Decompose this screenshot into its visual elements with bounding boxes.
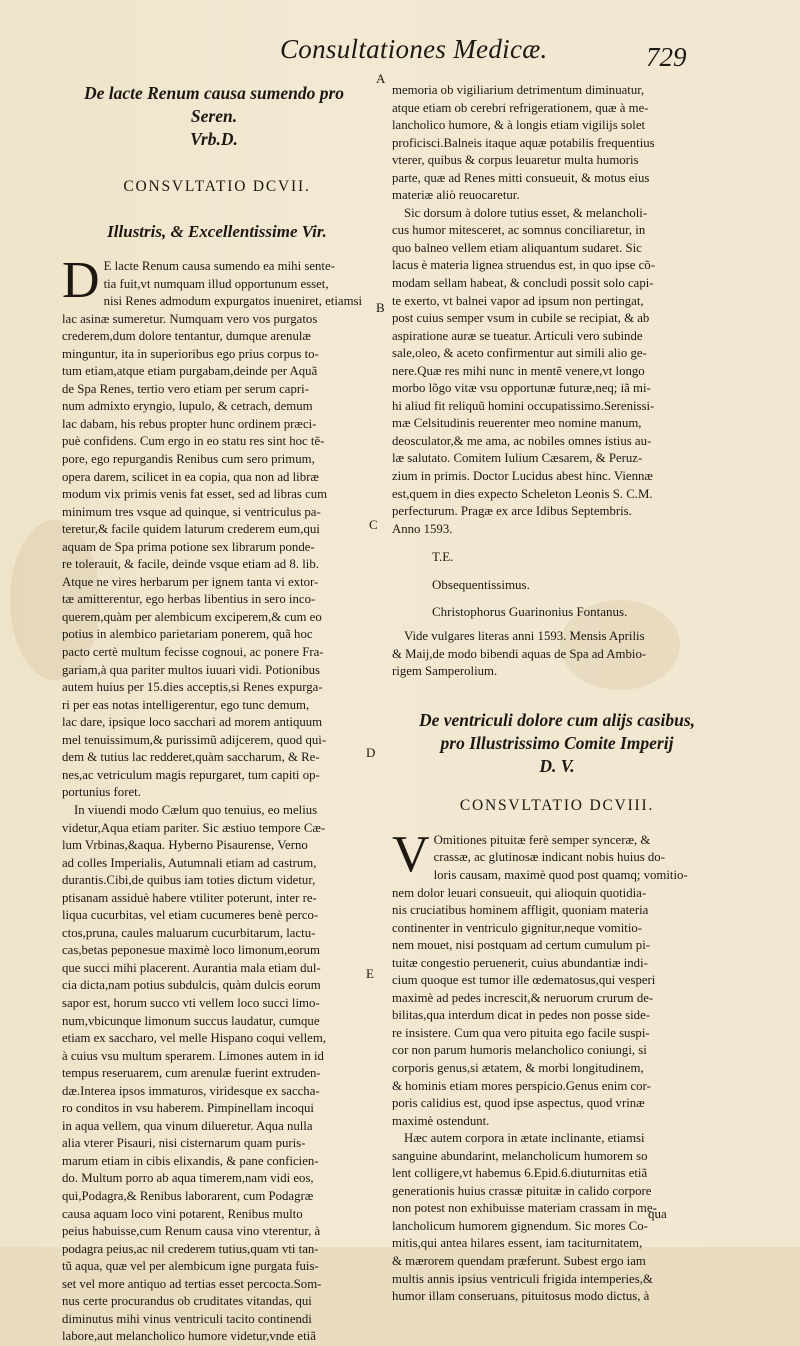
- text-line: aspiratione auræ se tueatur. Articuli vero subinde: [392, 328, 643, 343]
- text-line: do. Multum porro ab aqua timerem,nam vidi eos,: [62, 1171, 314, 1186]
- text-line: maximè ostendunt.: [392, 1113, 490, 1128]
- text-line: parte, quæ ad Renes mitti consueuit, & motus eius: [392, 170, 650, 185]
- text-line: dem & tutius lac redderet,quàm saccharum, & Re-: [62, 750, 320, 765]
- text-line: lancholicum humorem gignendum. Sic mores Co-: [392, 1218, 648, 1233]
- text-line: durantis.Cibi,de quibus iam toties dictum videtur,: [62, 873, 316, 888]
- text-line: atque etiam ob cerebri refrigerationem, quæ à me-: [392, 100, 649, 115]
- text-line: crederem,dum dolore tentantur, dumque arenulæ: [62, 329, 311, 344]
- text-line: puè confidens. Cum ergo in eo statu res sint hoc tẽ-: [62, 434, 325, 449]
- text-line: te exerto, vt balnei vapor ad ipsum non pertingat,: [392, 293, 644, 308]
- text-line: zium in primis. Doctor Lucidus abest hinc. Viennæ: [392, 469, 653, 484]
- text-line: sanguine abundarint, melancholicum humorem so: [392, 1148, 648, 1163]
- signature-closing: Obsequentissimus.: [432, 577, 530, 593]
- text-line: generationis huius crassæ pituitæ in calido corpore: [392, 1183, 652, 1198]
- drop-cap: D: [62, 252, 100, 309]
- text-line: dæ.Interea ipsos immaturos, viridesque ex saccha-: [62, 1083, 320, 1098]
- text-line: humor illam conseruans, pituitosus modo dictus, à: [392, 1289, 650, 1304]
- title-line: pro Illustrissimo Comite Imperij: [440, 732, 674, 753]
- text-line: tuitæ congestio peruenerit, cuius abundantiæ indi-: [392, 955, 648, 970]
- body-text: [62, 252, 372, 1346]
- text-line: perfecturum. Pragæ ex arce Idibus Septembris.: [392, 504, 632, 519]
- text-line: lac dabam, his rebus propter hunc ordinem præci-: [62, 416, 317, 431]
- margin-marker-e: E: [366, 966, 374, 981]
- title-line: De ventriculi dolore cum alijs casibus,: [418, 709, 696, 730]
- text-line: gariam,à qua pariter multos iuuari vidi. Potionibus: [62, 662, 321, 677]
- text-line: nem dolor leuari consueuit, qui alioquin quotidia-: [392, 885, 647, 900]
- text-line: post cuius semper vsum in cubile se recipiat, & ab: [392, 311, 650, 326]
- text-line: vterer, quibus & corpus leuaretur multa humoris: [392, 153, 639, 168]
- text-line: tum etiam,atque etiam purgabam,deinde per Aquã: [62, 364, 318, 379]
- right-column: [392, 82, 722, 1306]
- text-line: minimum tres vsque ad quinque, si ventriculus pa-: [62, 504, 321, 519]
- text-line: Vide vulgares literas anni 1593. Mensis Aprilis: [404, 629, 645, 644]
- text-line: materiæ aliò reuocaretur.: [392, 188, 520, 203]
- text-line: multis annis ipsius ventriculi frigida intemperies,&: [392, 1271, 653, 1286]
- text-line: num,vbicunque limonum succus laudatur, cumque: [62, 1013, 320, 1028]
- text-line: à cuius vsu multum sperarem. Limones autem in id: [62, 1048, 324, 1063]
- text-line: tempus reseruarem, cum arenulæ fuerint extruden-: [62, 1066, 321, 1081]
- text-line: Sic dorsum à dolore tutius esset, & melancholi-: [404, 205, 648, 220]
- text-line: diminutus mihi vinus ventriculi tacito continendi: [62, 1311, 312, 1326]
- text-line: nes,ac vetriculum magis repurgaret, tum capiti op-: [62, 767, 320, 782]
- text-line: est,quem in dies expecto Scheleton Leonis S. C.M.: [392, 486, 653, 501]
- text-line: mitis,qui antea hilares essent, iam taciturnitatem,: [392, 1236, 643, 1251]
- text-line: lac dare, ipsique loco sacchari ad morem antiquum: [62, 715, 323, 730]
- text-line: autem huius per 15.dies acceptis,si Renes expurga-: [62, 680, 323, 695]
- salutation: Illustris, & Excellentissime Vir.: [107, 222, 327, 241]
- text-line: loris causam, maximè quod post quamq; vomitio-: [433, 867, 688, 882]
- signature-initials: T.E.: [432, 549, 454, 565]
- text-line: mæ Celsitudinis reuerenter meo nomine manum,: [392, 416, 642, 431]
- text-line: hi aliud fit reliquũ homini occupatissimo.Serenissi-: [392, 398, 655, 413]
- text-line: causa aquam loco vini potarent, Renibus multo: [62, 1206, 303, 1221]
- text-line: bilitas,qua interdum dicat in pedes non posse side-: [392, 1008, 651, 1023]
- title-line: D. V.: [539, 755, 575, 776]
- text-line: cor non parum humoris melancholico coniungi, si: [392, 1043, 647, 1058]
- text-line: lancholico humore, & à longis etiam vigilijs solet: [392, 118, 646, 133]
- text-line: cas,betas peponesue maximè loco limonum,eorum: [62, 943, 320, 958]
- text-line: peius habuisse,cum Renum causa vino vterentur, à: [62, 1224, 321, 1239]
- text-line: cus humor mitesceret, ac somnus conciliaretur, in: [392, 223, 646, 238]
- running-header: Consultationes Medicæ.: [280, 34, 548, 64]
- text-line: aquam de Spa prima potione sex librarum ponde-: [62, 539, 315, 554]
- text-line: portunius foret.: [62, 785, 141, 800]
- text-line: nisi Renes admodum expurgatos inueniret, etiamsi: [103, 294, 363, 309]
- text-line: nis cruciatibus hominem affligit, quoniam materia: [392, 903, 649, 918]
- text-line: tũ aqua, quæ vel per alembicum igne purgata fuis-: [62, 1259, 319, 1274]
- consultation-heading: CONSVLTATIO DCVIII.: [459, 796, 655, 814]
- text-line: pacto certè multum fecisse cognoui, ac ponere Fra-: [62, 645, 324, 660]
- text-line: crassæ, ac glutinosæ indicant nobis huius do-: [433, 850, 665, 865]
- text-line: Hæc autem corpora in ætate inclinante, etiamsi: [404, 1131, 645, 1146]
- text-line: etiam ex saccharo, vel melle Hispano coqui vellem,: [62, 1031, 327, 1046]
- text-line: maximè ad pedes increscit,& neruorum crurum de-: [392, 990, 654, 1005]
- text-line: liqua cucurbitas, vel etiam cucumeres benè perco-: [62, 908, 319, 923]
- title-line: De lacte Renum causa sumendo pro Seren.: [83, 83, 345, 126]
- text-line: poris calidius est, quod ipse aspectus, quod vrinæ: [392, 1096, 645, 1111]
- text-line: pore, ego repurgandis Renibus cum sero primum,: [62, 452, 315, 467]
- cross-reference-note: [392, 628, 722, 681]
- consultation-title: [392, 709, 722, 778]
- text-line: nem mouet, nisi postquam ad certum cumulum pi-: [392, 938, 651, 953]
- text-line: modam sellam habeat, & concludi possit solo capi-: [392, 276, 654, 291]
- text-line: deosculator,& me ama, ac nobiles omnes istius au-: [392, 433, 652, 448]
- text-line: sapor est, horum succo vti vellem loco succi limo-: [62, 995, 320, 1010]
- text-line: continenter in ventriculo gignitur,neque vomitio-: [392, 920, 643, 935]
- text-line: morbo lõgo vitæ vsu opportunæ futuræ,neq; iã mi-: [392, 381, 651, 396]
- left-column: [62, 82, 372, 1346]
- margin-marker-d: D: [366, 745, 376, 760]
- body-text: [392, 825, 722, 1306]
- text-line: tia fuit,vt numquam illud opportunum esset,: [103, 276, 329, 291]
- text-line: in aqua vellem, qua vinum dilueretur. Aqua nulla: [62, 1118, 313, 1133]
- text-line: lac asinæ sumeretur. Numquam vero vos purgatos: [62, 311, 318, 326]
- text-line: & hominis etiam mores perspicio.Genus enim cor-: [392, 1078, 651, 1093]
- text-line: re tolerauit, & facile, deinde vsque etiam ad 8. lib.: [62, 557, 319, 572]
- text-line: potius in alembico parietariam ponerem, quã hoc: [62, 627, 313, 642]
- text-line: videtur,Aqua etiam pariter. Sic æstiuo tempore Cæ-: [62, 820, 326, 835]
- catchword: qua: [648, 1206, 667, 1221]
- text-line: num admixto eryngio, lupulo, & cetrach, demum: [62, 399, 313, 414]
- text-line: ctos,pruna, caules maluarum cucurbitarum, lactu-: [62, 925, 316, 940]
- text-line: sale,oleo, & aceto confirmentur aut simili alio ge-: [392, 346, 647, 361]
- text-line: proficisci.Balneis itaque aquæ potabilis frequentius: [392, 135, 655, 150]
- text-line: Omitiones pituitæ ferè semper synceræ, &: [433, 832, 651, 847]
- text-line: memoria ob vigiliarium detrimentum diminuatur,: [392, 83, 645, 97]
- text-line: alia vterer Pisauri, nisi cisternarum quam puris-: [62, 1136, 306, 1151]
- text-line: Atque ne vires herbarum per ignem tanta vi extor-: [62, 574, 319, 589]
- text-line: opera darem, scilicet in ea copia, qua non ad libræ: [62, 469, 319, 484]
- text-line: ad colles Imperialis, Autumnali etiam ad castrum,: [62, 855, 317, 870]
- text-line: de Spa Renes, tertio vero etiam per serum capri-: [62, 381, 309, 396]
- text-line: labore,aut melancholico humore videtur,vnde etiã: [62, 1329, 316, 1344]
- text-line: ptisanam assiduè habere vtiliter poterunt, inter re-: [62, 890, 317, 905]
- text-line: qui,Podagra,& Renibus laborarent, cum Podagræ: [62, 1188, 314, 1203]
- text-line: læ salutato. Comitem Iulium Cæsarem, & Peruz-: [392, 451, 643, 466]
- text-line: lent colligere,vt habemus 6.Epid.6.diuturnitas etiã: [392, 1166, 648, 1181]
- text-line: & mærorem quendam præferunt. Subest ergo iam: [392, 1253, 646, 1268]
- title-line: Vrb.D.: [190, 129, 238, 149]
- page-number: 729: [646, 42, 687, 72]
- text-line: tæ amitterentur, ego herbas libentius in sero inco-: [62, 592, 316, 607]
- consultation-title: [62, 82, 372, 151]
- text-line: In viuendi modo Cælum quo tenuius, eo melius: [74, 802, 318, 817]
- text-line: Anno 1593.: [392, 521, 453, 536]
- margin-marker-a: A: [376, 71, 386, 86]
- margin-marker-c: C: [369, 517, 378, 532]
- text-line: podagra peius,ac nil crederem tutius,quam vti tan-: [62, 1241, 319, 1256]
- text-line: set vel more antiquo ad tertias esset percocta.Som-: [62, 1276, 322, 1291]
- text-line: ri per eas notas intelligerentur, ego tunc demum,: [62, 697, 310, 712]
- signature-name: Christophorus Guarinonius Fontanus.: [432, 604, 628, 620]
- text-line: cia dicta,nam potius subdulcis, quàm dulcis eorum: [62, 978, 321, 993]
- text-line: re insistere. Cum qua vero pituita ego facile suspi-: [392, 1025, 650, 1040]
- text-line: minguntur, ita in superioribus ego prius corpus to-: [62, 346, 319, 361]
- text-line: corporis genus,si ætatem, & morbi longitudinem,: [392, 1060, 644, 1075]
- text-line: quo balneo vellem etiam aliquantum sudaret. Sic: [392, 240, 642, 255]
- text-line: ro conditos in vsu haberem. Pimpinellam incoqui: [62, 1101, 314, 1116]
- text-line: teretur,& facile quidem laturum crederem eum,qui: [62, 522, 320, 537]
- text-line: marum etiam in cibis elixandis, & pane conficien-: [62, 1153, 319, 1168]
- text-line: lum Vrbinas,&aqua. Hyberno Pisaurense, Verno: [62, 838, 308, 853]
- text-line: mel tenuissimum,& purissimũ adijcerem, quod qui-: [62, 732, 327, 747]
- consultation-heading: CONSVLTATIO DCVII.: [123, 178, 311, 195]
- text-line: non potest non exhibuisse materiam crassam in me-: [392, 1201, 657, 1216]
- text-line: lacus è materia lignea struendus est, in quo ipse cõ-: [392, 258, 655, 273]
- text-line: modum vix primis venis fat esset, sed ad libras cum: [62, 487, 328, 502]
- text-line: que succi mihi placerent. Aurantia mala etiam dul-: [62, 960, 321, 975]
- text-line: nere.Quæ res mihi nunc in mentẽ venere,vt longo: [392, 363, 645, 378]
- text-line: nus certe procurandus ob cruditates vitandas, qui: [62, 1294, 312, 1309]
- text-line: cium quoque est tumor ille œdematosus,qui vesperi: [392, 973, 656, 988]
- text-line: querem,quàm per alembicum exciperem,& cum eo: [62, 609, 322, 624]
- text-line: E lacte Renum causa sumendo ea mihi sente-: [103, 259, 335, 273]
- drop-cap: V: [392, 825, 430, 883]
- text-line: & Maij,de modo bibendi aquas de Spa ad Ambio-: [392, 646, 647, 661]
- text-line: rigem Samperolium.: [392, 664, 498, 679]
- body-text: [392, 82, 722, 538]
- margin-marker-b: B: [376, 300, 385, 315]
